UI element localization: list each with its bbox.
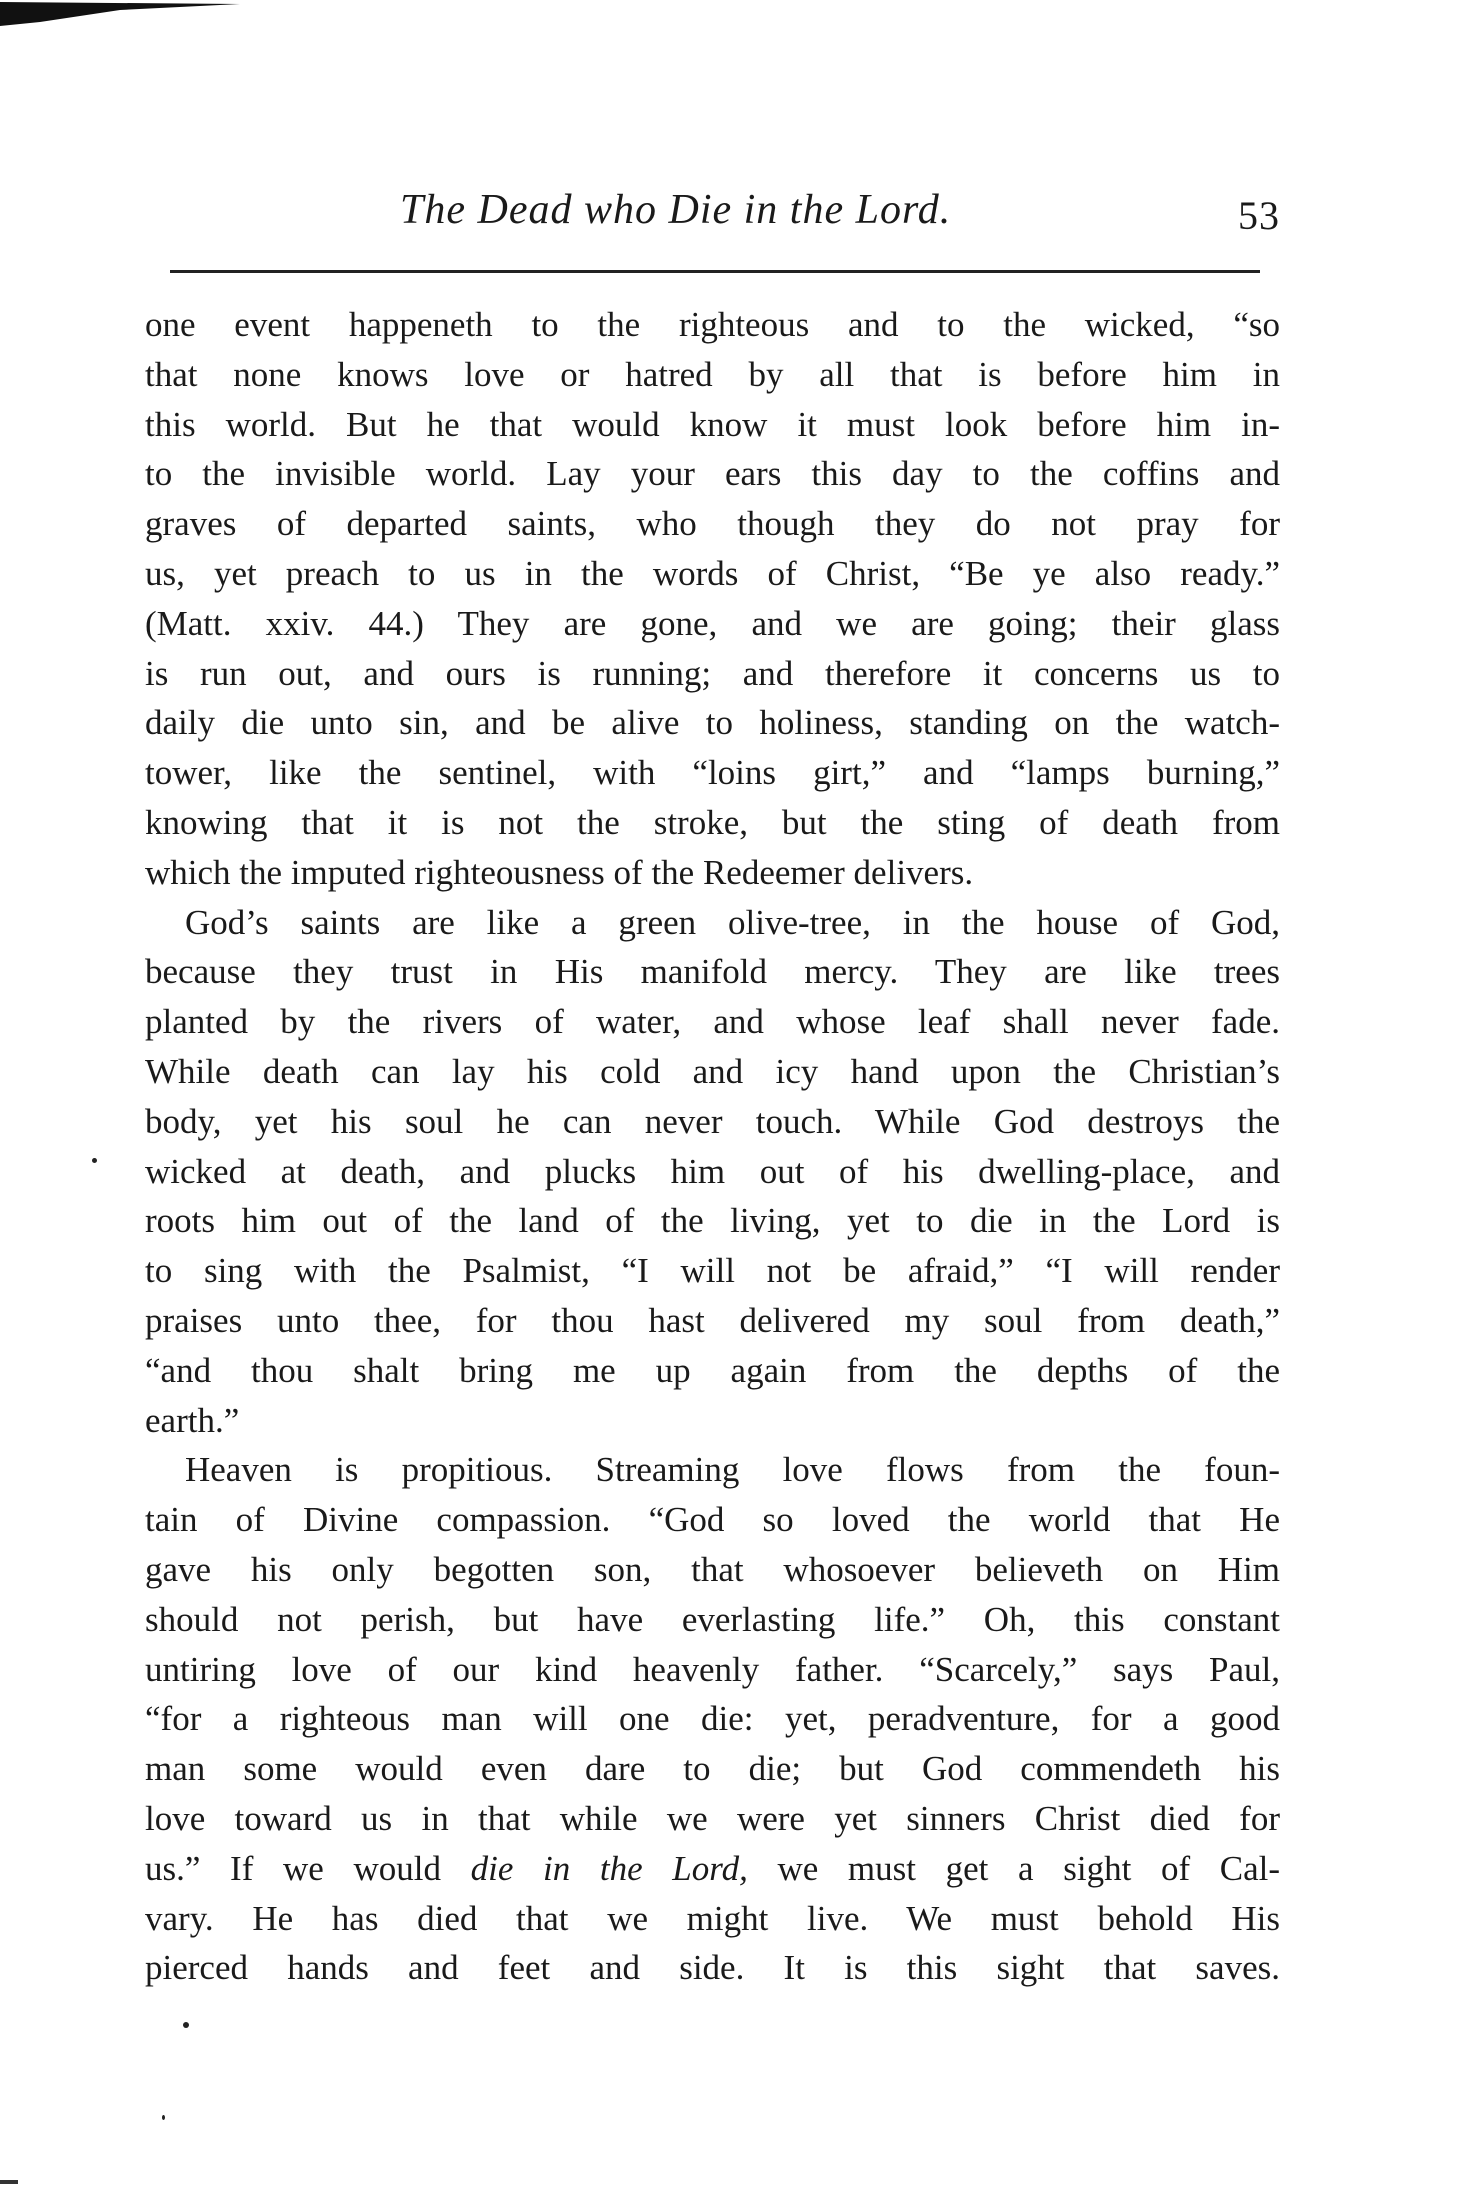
text-line: that none knows love or hatred by all that is before him in <box>145 354 1280 394</box>
scan-speck <box>162 2115 165 2120</box>
page-number: 53 <box>1238 193 1280 238</box>
text-line: planted by the rivers of water, and whose leaf shall never fade. <box>145 1002 1280 1042</box>
page-body <box>145 300 1280 1993</box>
text-segment: us.” If we would <box>145 1848 471 1888</box>
text-line: Heaven is propitious. Streaming love flows from the foun- <box>185 1450 1280 1490</box>
paragraph-1 <box>145 300 1280 898</box>
text-line: to the invisible world. Lay your ears this day to the coffins and <box>145 454 1280 494</box>
text-line: love toward us in that while we were yet sinners Christ died for <box>145 1798 1280 1838</box>
text-line: gave his only begotten son, that whosoever believeth on Him <box>145 1549 1280 1589</box>
text-segment: we must get a sight of Cal- <box>747 1848 1280 1888</box>
text-line: praises unto thee, for thou hast delivered my soul from death,” <box>145 1300 1280 1340</box>
scan-speck <box>92 1158 97 1163</box>
text-line: God’s saints are like a green olive-tree, in the house of God, <box>185 902 1280 942</box>
text-line: this world. But he that would know it must look before him in- <box>145 404 1280 444</box>
printer-mark-icon <box>0 0 240 30</box>
text-line: graves of departed saints, who though they do not pray for <box>145 504 1280 544</box>
text-line: knowing that it is not the stroke, but the sting of death from <box>145 802 1280 842</box>
emphasis-die-in-the-lord: die in the Lord, <box>470 1848 748 1888</box>
running-title: The Dead who Die in the Lord. <box>400 187 952 233</box>
text-line: because they trust in His manifold mercy. They are like trees <box>145 952 1280 992</box>
text-line: untiring love of our kind heavenly father. “Scarcely,” says Paul, <box>145 1649 1280 1689</box>
header-rule <box>170 270 1260 273</box>
text-line: should not perish, but have everlasting life.” Oh, this constant <box>145 1599 1280 1639</box>
text-line: wicked at death, and plucks him out of his dwelling-place, and <box>145 1151 1280 1191</box>
text-line: man some would even dare to die; but God commendeth his <box>145 1749 1280 1789</box>
text-line: one event happeneth to the righteous and to the wicked, “so <box>145 305 1280 344</box>
text-line: which the imputed righteousness of the Redeemer delivers. <box>145 852 974 892</box>
text-line: “and thou shalt bring me up again from the depths of the <box>145 1350 1280 1390</box>
text-line: tower, like the sentinel, with “loins girt,” and “lamps burning,” <box>145 753 1280 793</box>
text-line: (Matt. xxiv. 44.) They are gone, and we are going; their glass <box>145 603 1280 643</box>
scan-speck <box>183 2022 189 2028</box>
text-line: While death can lay his cold and icy hand upon the Christian’s <box>145 1051 1280 1091</box>
text-line: is run out, and ours is running; and therefore it concerns us to <box>145 653 1280 693</box>
paragraph-3 <box>145 1445 1280 1993</box>
text-line: vary. He has died that we might live. We must behold His <box>145 1898 1280 1938</box>
page-header <box>145 186 1280 256</box>
text-line: tain of Divine compassion. “God so loved the world that He <box>145 1500 1280 1540</box>
text-line: to sing with the Psalmist, “I will not be afraid,” “I will render <box>145 1251 1280 1291</box>
text-line: “for a righteous man will one die: yet, peradventure, for a good <box>145 1699 1280 1739</box>
text-line: daily die unto sin, and be alive to holiness, standing on the watch- <box>145 703 1280 743</box>
text-line: body, yet his soul he can never touch. While God destroys the <box>145 1101 1280 1141</box>
text-line-with-emphasis <box>145 1844 1280 1894</box>
text-line: earth.” <box>145 1400 240 1440</box>
text-line: roots him out of the land of the living, yet to die in the Lord is <box>145 1201 1280 1241</box>
scan-edge-mark <box>0 2180 18 2184</box>
paragraph-2 <box>145 898 1280 1446</box>
text-line: pierced hands and feet and side. It is this sight that saves. <box>145 1948 1280 1988</box>
text-line: us, yet preach to us in the words of Christ, “Be ye also ready.” <box>145 553 1280 593</box>
